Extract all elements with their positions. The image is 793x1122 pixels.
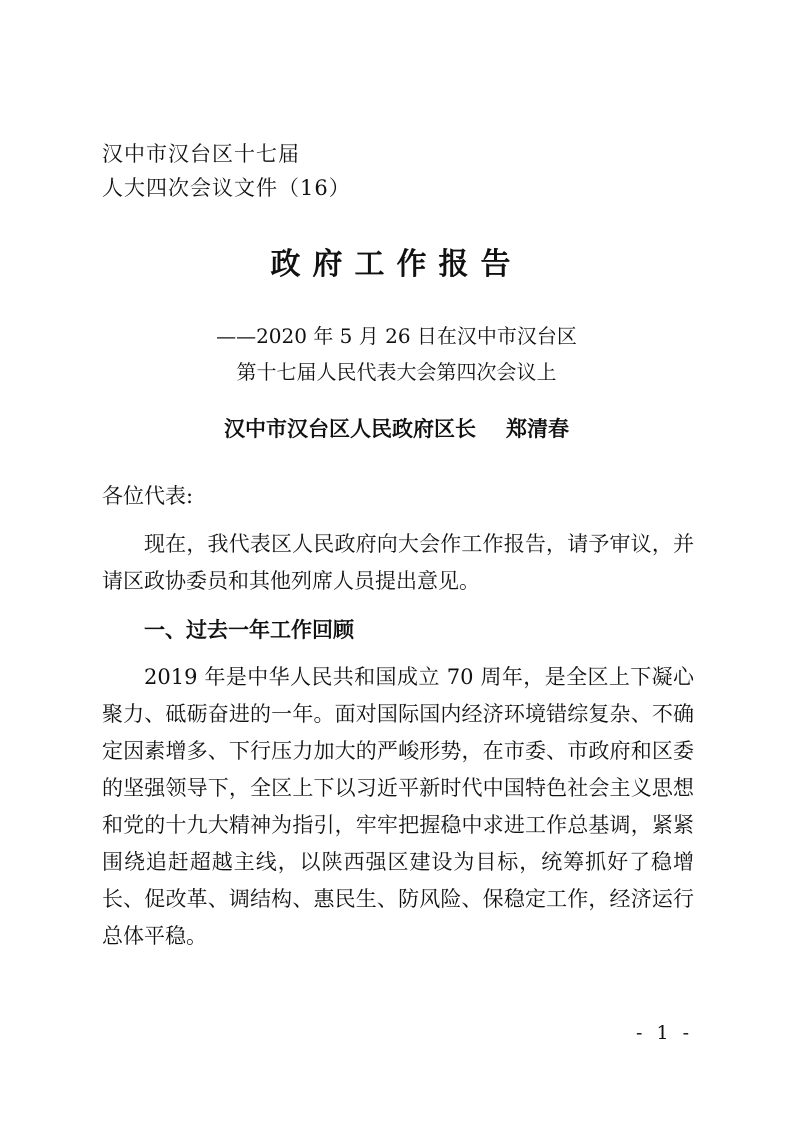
page-number: - 1 -: [635, 1022, 693, 1044]
author-name: 郑清春: [506, 416, 569, 441]
paragraph-intro: 现在，我代表区人民政府向大会作工作报告，请予审议，并请区政协委员和其他列席人员提出意见。: [102, 532, 694, 593]
section-heading: 一、过去一年工作回顾: [144, 617, 354, 642]
report-title: 政府工作报告: [270, 247, 523, 282]
salutation: 各位代表:: [102, 484, 194, 508]
author-line: [0, 412, 793, 446]
report-subtitle: [0, 318, 793, 390]
subtitle-line-1: ——2020 年 5 月 26 日在汉中市汉台区: [216, 324, 577, 348]
report-body: [102, 478, 694, 955]
header-line-1: 汉中市汉台区十七届: [102, 142, 300, 166]
subtitle-line-2: 第十七届人民代表大会第四次会议上: [236, 360, 557, 384]
header-line-2: 人大四次会议文件（16）: [102, 176, 351, 200]
paragraph-review: 2019 年是中华人民共和国成立 70 周年，是全区上下凝心聚力、砥砺奋进的一年。面对国际国内经济环境错综复杂、不确定因素增多、下行压力加大的严峻形势，在市委、市政府和区委的坚强领导下，全区上下以习近平新时代中国特色社会主义思想和党的十九大精神为指引，牢牢把握稳中求进工作总基调，紧紧围绕追赶超越主线，以陕西强区建设为目标，统筹抓好了稳增长、促改革、调结构、惠民生、防风险、保稳定工作，经济运行总体平稳。: [102, 665, 694, 948]
author-position: 汉中市汉台区人民政府区长: [224, 416, 476, 441]
document-header: [102, 137, 351, 205]
